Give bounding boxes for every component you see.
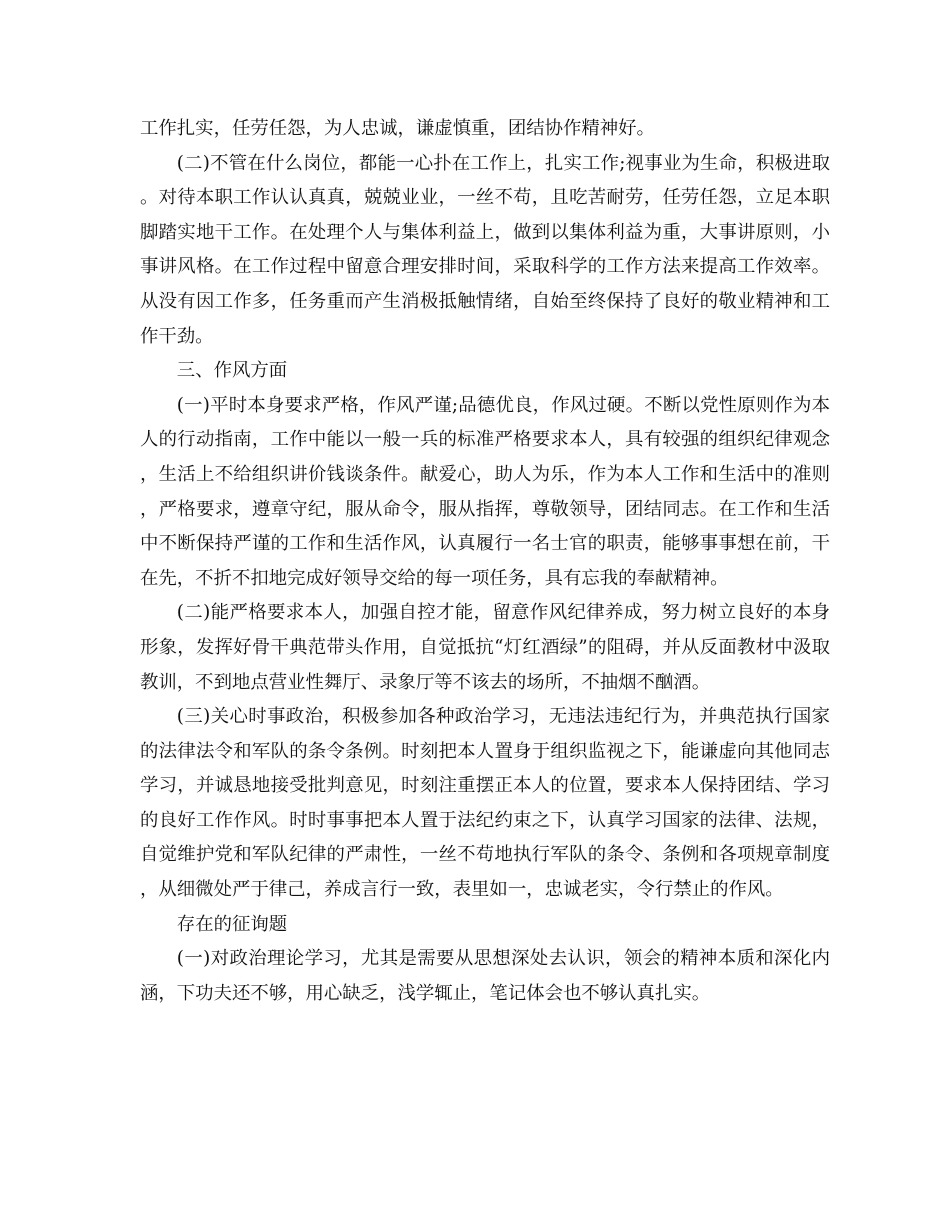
paragraph-work-style-2: (二)能严格要求本人，加强自控才能，留意作风纪律养成，努力树立良好的本身形象，发挥好骨干典范带头作用，自觉抵抗“灯红酒绿”的阻碍，并从反面教材中汲取教训，不到地点营业性舞厅、录象厅等不该去的场所，不抽烟不酗酒。 [140,602,830,693]
paragraph-continuation: 工作扎实，任劳任怨，为人忠诚，谦虚慎重，团结协作精神好。 [140,118,655,139]
section-heading-problems: 存在的征询题 [176,913,288,935]
paragraph-work-style-3: (三)关心时事政治，积极参加各种政治学习，无违法违纪行为，并典范执行国家的法律法令和军队的条令条例。时刻把本人置身于组织监视之下，能谦虚向其他同志学习，并诚恳地接受批判意见，时刻注重摆正本人的位置，要求本人保持团结、学习的良好工作作风。时时事事把本人置于法纪约束之下，认真学习国家的法律、法规，自觉维护党和军队纪律的严肃性，一丝不苟地执行军队的条令、条例和各项规章制度，从细微处严于律己，养成言行一致，表里如一，忠诚老实，令行禁止的作风。 [140,706,830,901]
paragraph-work-attitude-2: (二)不管在什么岗位，都能一心扑在工作上，扎实工作;视事业为生命，积极进取。对待本职工作认认真真，兢兢业业，一丝不苟，且吃苦耐劳，任劳任怨，立足本职脚踏实地干工作。在处理个人与集体利益上，做到以集体利益为重，大事讲原则，小事讲风格。在工作过程中留意合理安排时间，采取科学的工作方法来提高工作效率。从没有因工作多，任务重而产生消极抵触情绪，自始至终保持了良好的敬业精神和工作干劲。 [140,152,830,347]
document-body [140,112,830,1011]
paragraph-problems-1: (一)对政治理论学习，尤其是需要从思想深处去认识，领会的精神本质和深化内涵，下功夫还不够，用心缺乏，浅学辄止，笔记体会也不够认真扎实。 [140,948,830,1004]
paragraph-work-style-1: (一)平时本身要求严格，作风严谨;品德优良，作风过硬。不断以党性原则作为本人的行动指南，工作中能以一般一兵的标准严格要求本人，具有较强的组织纪律观念，生活上不给组织讲价钱谈条件。献爱心，助人为乐，作为本人工作和生活中的准则，严格要求，遵章守纪，服从命令，服从指挥，尊敬领导，团结同志。在工作和生活中不断保持严谨的工作和生活作风，认真履行一名士官的职责，能够事事想在前，干在先，不折不扣地完成好领导交给的每一项任务，具有忘我的奉献精神。 [140,394,830,589]
section-heading-work-style: 三、作风方面 [176,360,288,382]
